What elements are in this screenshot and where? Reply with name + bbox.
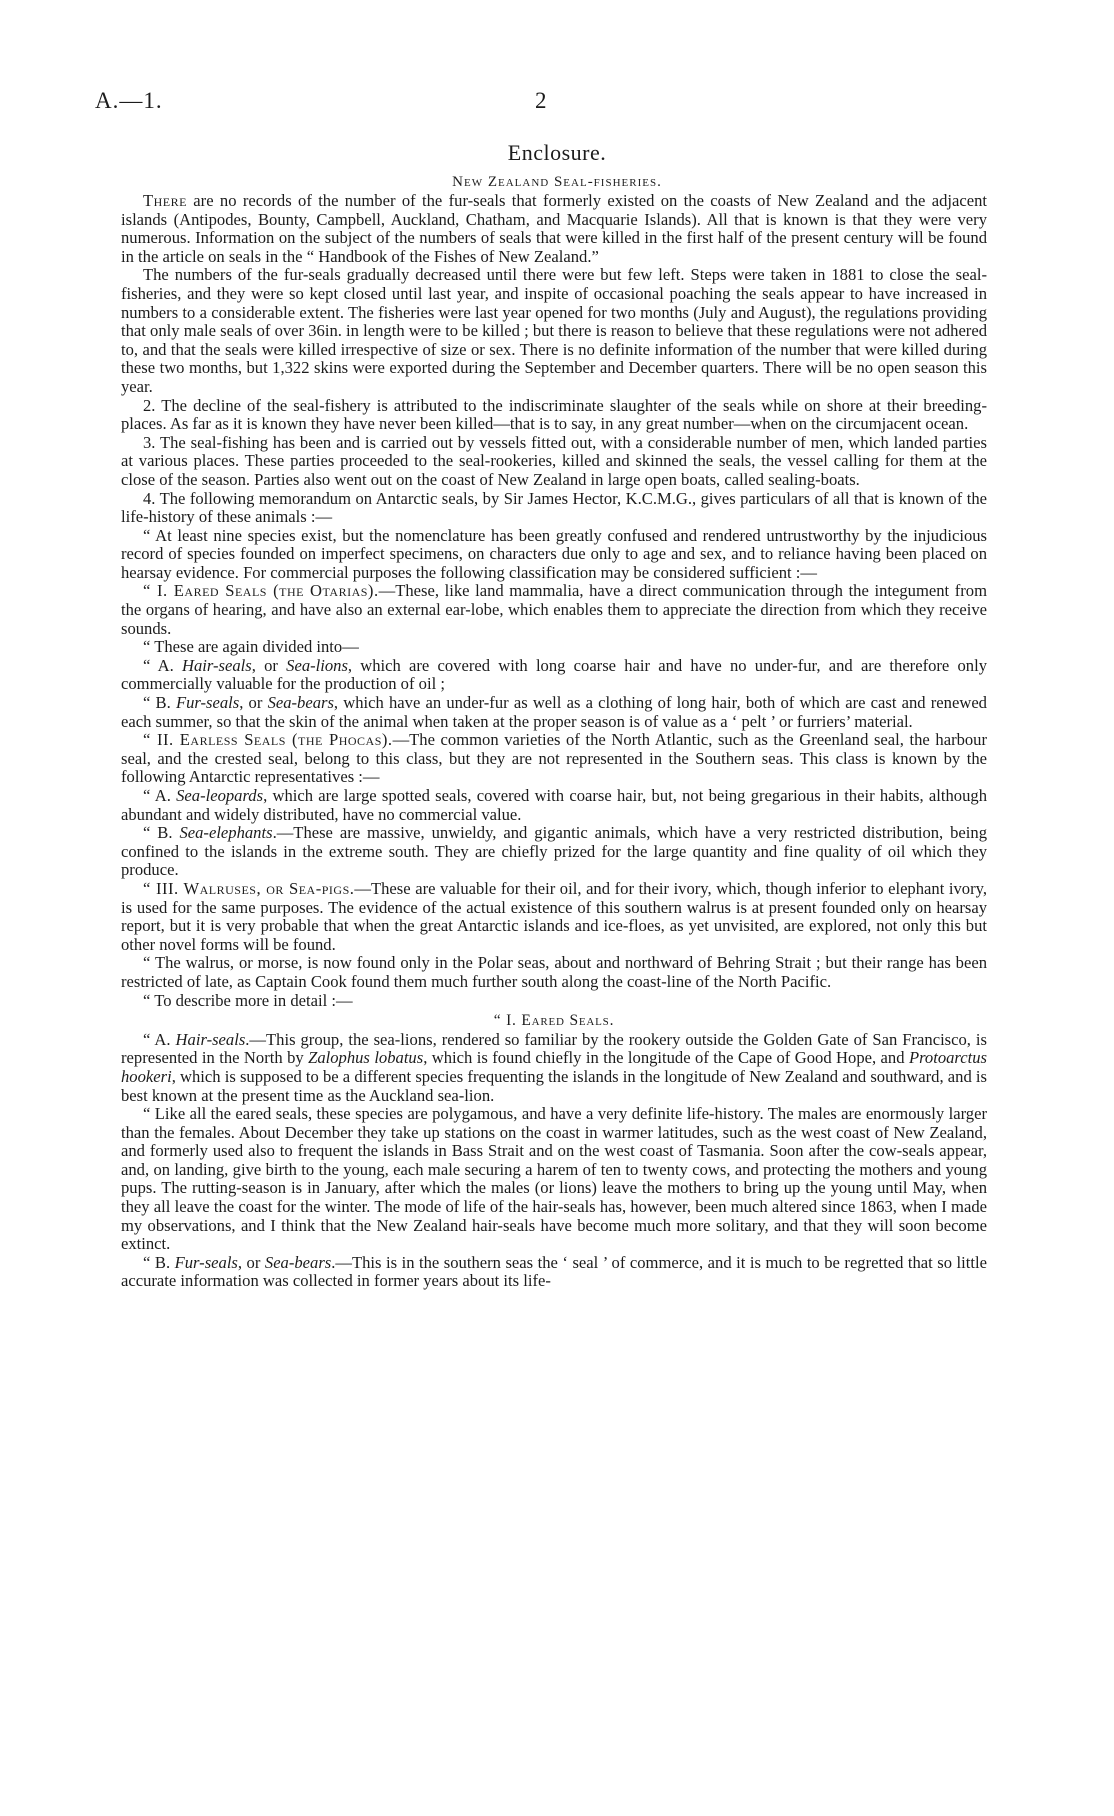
paragraph: “ At least nine species exist, but the nomenclature has been greatly confused and rendered untrustworthy by the injudicious record of species founded on imperfect specimens, on characters due only to age and sex, and to reliance having been placed on hearsay evidence. For commercial purposes the following classification may be considered sufficient :—	[121, 525, 987, 582]
document-reference: A.—1.	[95, 88, 163, 113]
paragraph: “ III. Walruses, or Sea-pigs.—These are valuable for their oil, and for their ivory, which, though inferior to elephant ivory, is used for the same purposes. The evidence of the actual existence of this southern walrus is at present founded only on hearsay report, but it is very probable that when the great Antarctic islands and ice-floes, as yet unvisited, are explored, not only this but other novel forms will be found.	[121, 878, 987, 954]
page-number: 2	[535, 88, 547, 113]
paragraph: The numbers of the fur-seals gradually decreased until there were but few left. Steps were taken in 1881 to close the seal-fisheries, and they were so kept closed until last year, and inspite of occasional poaching the seals appear to have increased in numbers to a considerable extent. The fisheries were last year opened for two months (July and August), the regulations providing that only male seals of over 36in. in length were to be killed ; but there is reason to believe that these regulations were not adhered to, and that the seals were killed irrespective of size or sex. There is no definite information of the number that were killed during these two months, but 1,322 skins were exported during the September and December quarters. There will be no open season this year.	[121, 265, 987, 396]
section-subtitle: New Zealand Seal-fisheries.	[452, 174, 662, 190]
paragraph: “ I. Eared Seals (the Otarias).—These, like land mammalia, have a direct communication through the integument from the organs of hearing, and have also an external ear-lobe, which enables them to appreciate the direction from which they receive sounds.	[121, 581, 988, 638]
paragraph: “ Like all the eared seals, these species are polygamous, and have a very definite life-history. The males are enormously larger than the females. About December they take up stations on the coast in warmer latitudes, such as the west coast of New Zealand, and formerly used also to frequent the islands in Bass Strait and on the west coast of Tasmania. Soon after the cow-seals appear, and, on landing, give birth to the young, each male securing a harem of ten to twenty cows, and protecting the mothers and young pups. The rutting-season is in January, after which the males (or lions) leave the mothers to bring up the young until May, when they all leave the coast for the winter. The mode of life of the hair-seals has, however, been much altered since 1863, when I made my observations, and I think that the New Zealand hair-seals have become much more solitary, and that they will soon become extinct.	[121, 1104, 987, 1254]
paragraph: “ A. Hair-seals, or Sea-lions, which are covered with long coarse hair and have no under-fur, and are therefore only commercially valuable for the production of oil ;	[121, 655, 987, 694]
paragraph: “ These are again divided into—	[143, 637, 359, 657]
paragraph: “ B. Fur-seals, or Sea-bears, which have an under-fur as well as a clothing of long hair, both of which are cast and renewed each summer, so that the skin of the animal when taken at the proper season is of value as a ‘ pelt ’ or furriers’ material.	[121, 693, 987, 731]
section-heading: “ I. Eared Seals.	[493, 1012, 615, 1030]
paragraph: “ A. Hair-seals.—This group, the sea-lions, rendered so familiar by the rookery outside the Golden Gate of San Francisco, is represented in the North by Zalophus lobatus, which is found chiefly in the longitude of the Cape of Good Hope, and Protoarctus hookeri, which is supposed to be a different species frequenting the islands in the longitude of New Zealand and southward, and is best known at the present time as the Auckland sea-lion.	[121, 1029, 988, 1105]
paragraph: “ The walrus, or morse, is now found only in the Polar seas, about and northward of Behring Strait ; but their range has been restricted of late, as Captain Cook found them much further south along the coast-line of the North Pacific.	[121, 953, 987, 991]
paragraph: There are no records of the number of the fur-seals that formerly existed on the coasts of New Zealand and the adjacent islands (Antipodes, Bounty, Campbell, Auckland, Chatham, and Macquarie Islands). All that is known is that they were very numerous. Information on the subject of the numbers of seals that were killed in the first half of the present century will be found in the article on seals in the “ Handbook of the Fishes of New Zealand.”	[121, 191, 987, 266]
paragraph: 3. The seal-fishing has been and is carried out by vessels fitted out, with a considerable number of men, which landed parties at various places. These parties proceeded to the seal-rookeries, killed and skinned the seals, the vessel calling for them at the close of the season. Parties also went out on the coast of New Zealand in large open boats, called sealing-boats.	[121, 432, 987, 489]
paragraph: “ A. Sea-leopards, which are large spotted seals, covered with coarse hair, but, not being gregarious in their habits, although abundant and widely distributed, have no commercial value.	[121, 786, 987, 824]
paragraph: “ B. Sea-elephants.—These are massive, unwieldy, and gigantic animals, which have a very restricted distribution, being confined to the islands in the extreme south. They are chiefly prized for the large quantity and fine quality of oil which they produce.	[121, 823, 987, 880]
paragraph: “ B. Fur-seals, or Sea-bears.—This is in the southern seas the ‘ seal ’ of commerce, and it is much to be regretted that so little accurate information was collected in former years about its life-	[121, 1252, 987, 1291]
paragraph: “ To describe more in detail :—	[143, 990, 353, 1010]
paragraph: 2. The decline of the seal-fishery is attributed to the indiscriminate slaughter of the seals while on shore at their breeding-places. As far as it is known they have never been killed—that is to say, in any great number—when on the circumjacent ocean.	[121, 395, 987, 434]
document-body	[121, 192, 987, 1291]
paragraph: 4. The following memorandum on Antarctic seals, by Sir James Hector, K.C.M.G., gives particulars of all that is known of the life-history of these animals :—	[121, 488, 987, 527]
paragraph: “ II. Earless Seals (the Phocas).—The common varieties of the North Atlantic, such as the Greenland seal, the harbour seal, and the crested seal, belong to this class, but they are not represented in the Southern seas. This class is known by the following Antarctic representatives :—	[121, 730, 988, 787]
enclosure-title: Enclosure.	[507, 140, 607, 165]
